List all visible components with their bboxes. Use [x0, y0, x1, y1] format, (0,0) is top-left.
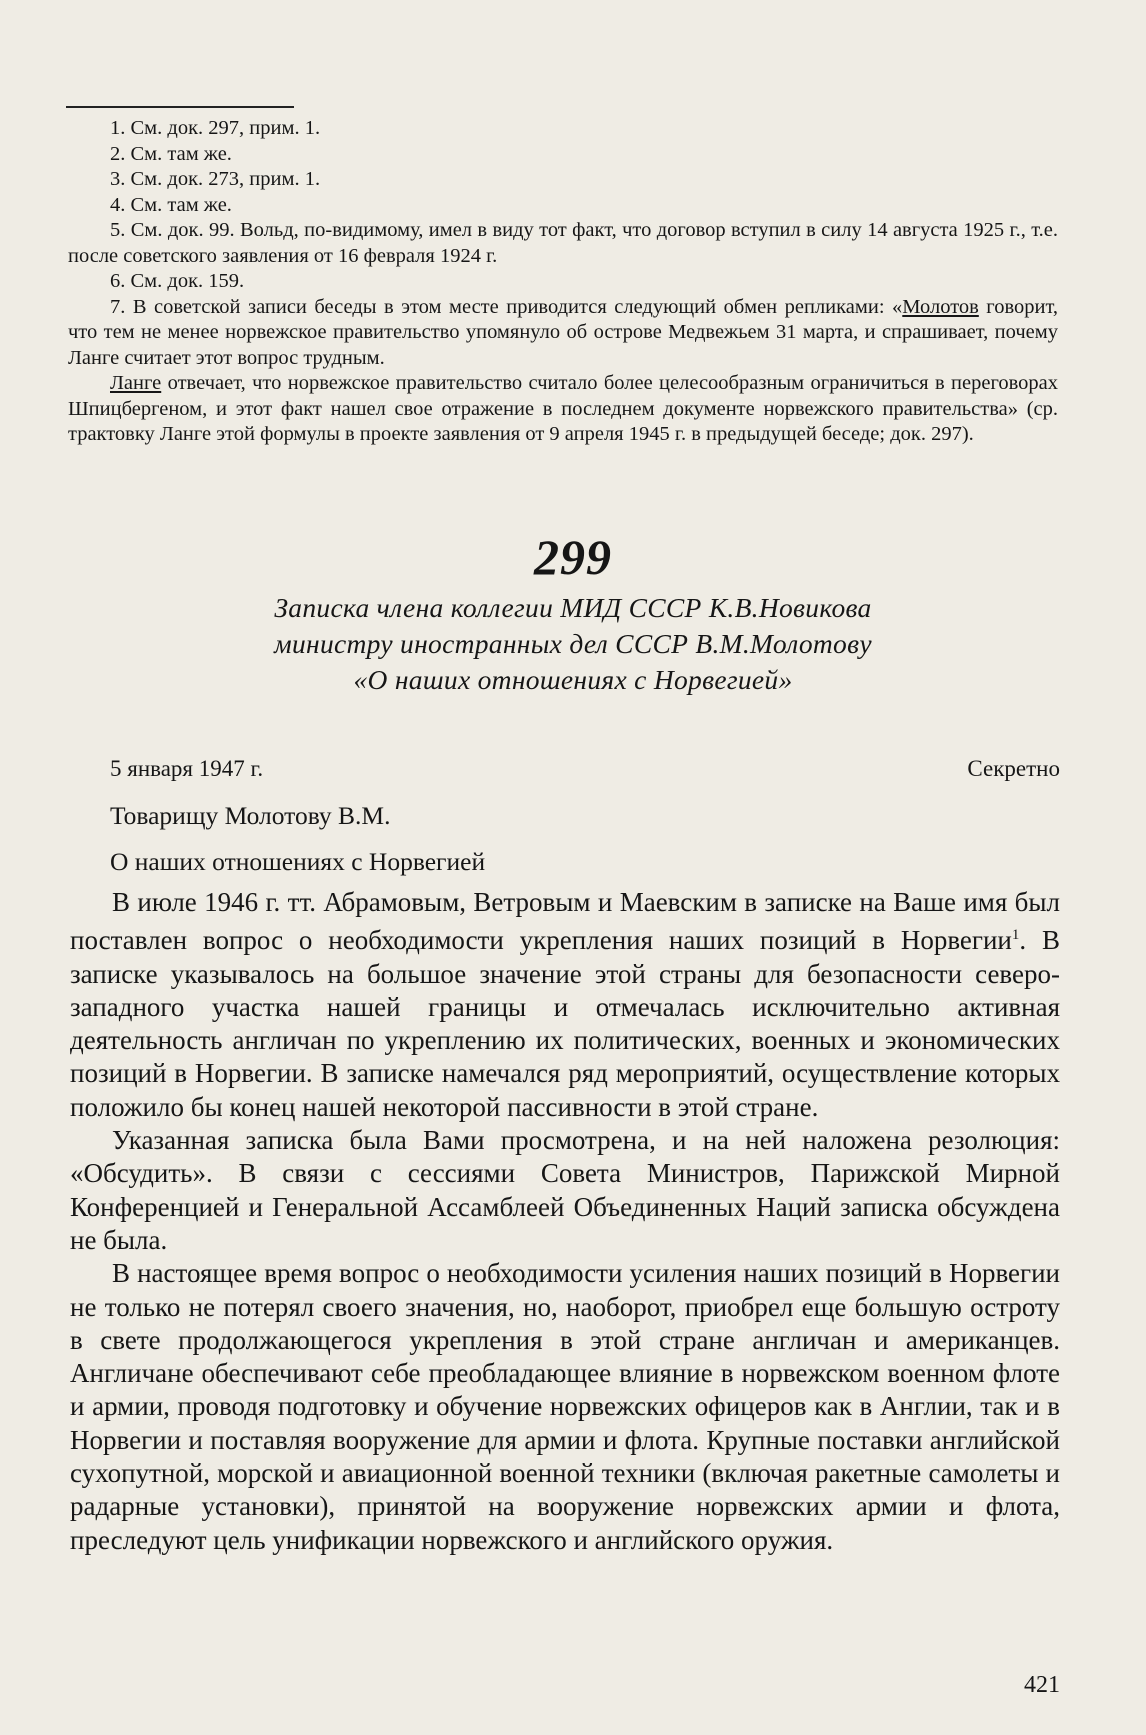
body-paragraph-1: [70, 886, 1060, 1124]
paragraph-1-text-a: В июле 1946 г. тт. Абрамовым, Ветровым и Маевским в записке на Ваше имя был поставлен вопрос о необходимости укрепления наших позиций в Норвегии: [70, 887, 1060, 956]
footnote-7: [68, 295, 1058, 372]
footnotes: [68, 116, 1058, 448]
footnote-7-line-2: отвечает, что норвежское правительство считало более целесообразным ограничиться в переговорах Шпицбергеном, и этот факт нашел свое отражение в последнем документе норвежского правительства» (ср. трактовку Ланге этой формулы в проекте заявления от 9 апреля 1945 г. в предыдущей беседе; док. 297).: [68, 372, 1058, 445]
subject-line: О наших отношениях с Норвегией: [110, 847, 486, 876]
document-title: [80, 590, 1066, 698]
footnote-7-line-1: говорит, что тем не менее норвежское правительство упомянуло об острове Медвежьем 31 марта, и спрашивает, почему Ланге считает этот вопрос трудным.: [68, 295, 1059, 369]
footnote-7-speaker-lange: Ланге: [110, 372, 162, 394]
footnote-7-speaker-molotov: Молотов: [902, 295, 979, 318]
footnote-5: 5. См. док. 99. Вольд, по-видимому, имел в виду тот факт, что договор вступил в силу 14 августа 1925 г., т.е. после советского заявления от 16 февраля 1924 г.: [68, 219, 1058, 267]
footnote-3: 3. См. док. 273, прим. 1.: [110, 168, 321, 190]
document-title-line-1: Записка члена коллегии МИД СССР К.В.Новикова: [274, 592, 872, 623]
addressee: Товарищу Молотову В.М.: [110, 801, 391, 830]
classification-label: Секретно: [967, 756, 1060, 781]
page-number: 421: [1024, 1672, 1060, 1698]
footnote-7-continued: [68, 371, 1058, 448]
footnote-2: 2. См. там же.: [110, 142, 232, 165]
footnote-6: 6. См. док. 159.: [110, 270, 245, 292]
footnote-ref-1: 1: [1011, 927, 1020, 944]
document-number: 299: [534, 529, 612, 585]
body-paragraph-2: Указанная записка была Вами просмотрена, и на ней наложена резолюция: «Обсудить». В связи с сессиями Совета Министров, Парижской Мирной Конференцией и Генеральной Ассамблеей Объединенных Наций записка обсуждена не была.: [70, 1125, 1060, 1255]
footnote-7-intro: 7. В советской записи беседы в этом месте приводится следующий обмен репликами: «: [110, 295, 903, 318]
body-paragraph-3: В настоящее время вопрос о необходимости усиления наших позиций в Норвегии не только не потерял своего значения, но, наоборот, приобрел еще большую остроту в свете продолжающегося укрепления в этой стране англичан и американцев. Англичане обеспечивают себе преобладающее влияние в норвежском военном флоте и армии, проводя подготовку и обучение норвежских офицеров как в Англии, так и в Норвегии и поставляя вооружение для армии и флота. Крупные поставки английской сухопутной, морской и авиационной военной техники (включая ракетные самолеты и радарные установки), принятой на вооружение норвежских армии и флота, преследуют цель унификации норвежского и английского оружия.: [70, 1258, 1060, 1555]
footnote-1: 1. См. док. 297, прим. 1.: [110, 117, 321, 139]
document-title-line-3: «О наших отношениях с Норвегией»: [353, 664, 793, 695]
document-body: [70, 886, 1060, 1557]
document-date: 5 января 1947 г.: [110, 756, 264, 781]
footnote-4: 4. См. там же.: [110, 193, 232, 216]
document-title-line-2: министру иностранных дел СССР В.М.Молотову: [274, 628, 872, 659]
paragraph-1-text-b: . В записке указывалось на большое значение этой страны для безопасности северо-западного участка нашей границы и отмечалась исключительно активная деятельность англичан по укреплению их политических, военных и экономических позиций в Норвегии. В записке намечался ряд мероприятий, осуществление которых положило бы конец нашей некоторой пассивности в этой стране.: [70, 925, 1061, 1122]
footnote-divider: [66, 106, 294, 108]
